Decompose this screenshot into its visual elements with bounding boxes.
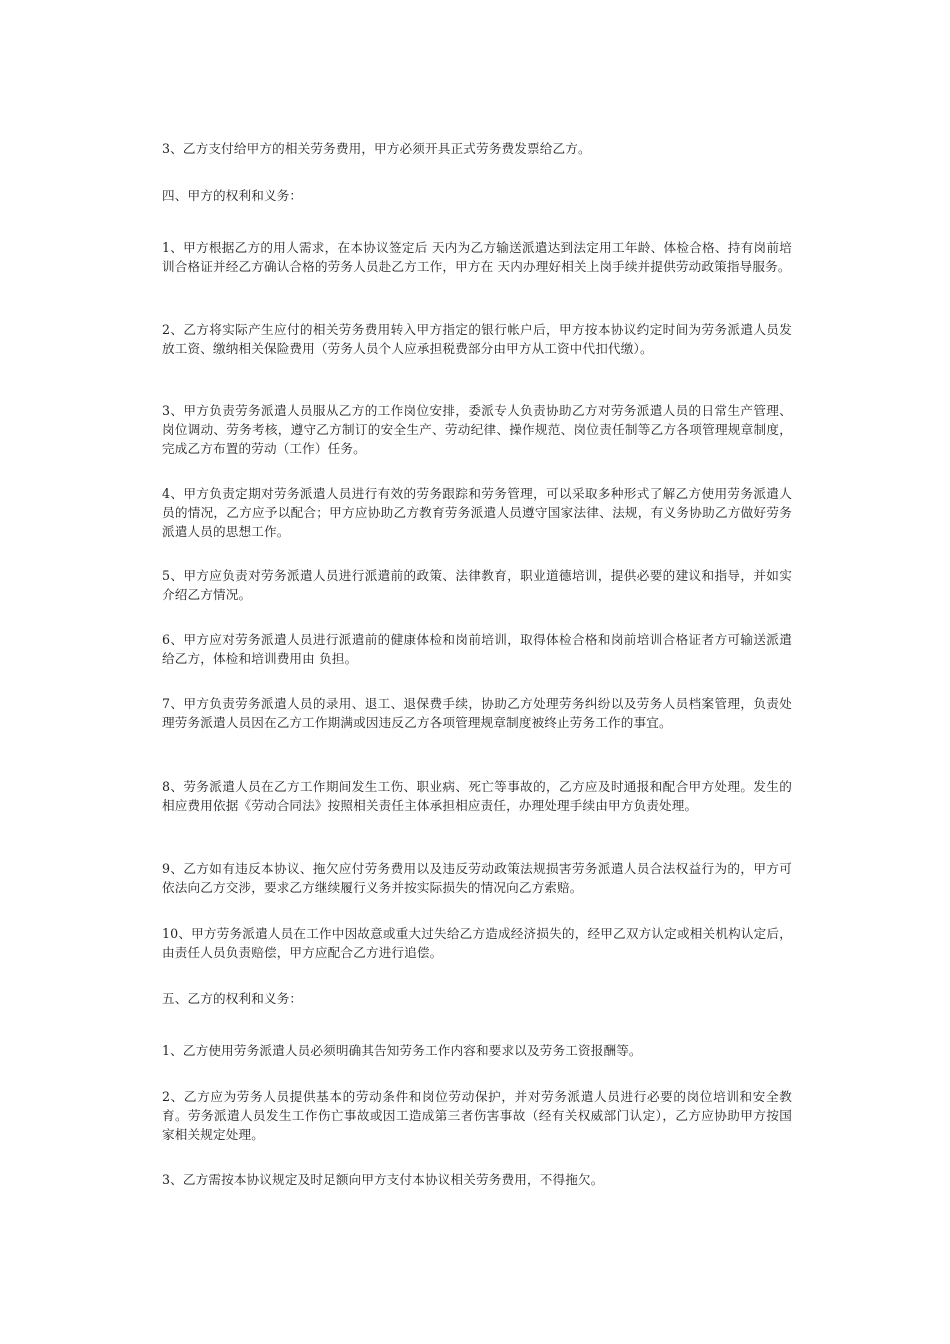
paragraph-a-1: 1、甲方根据乙方的用人需求，在本协议签定后 天内为乙方输送派遣达到法定用工年龄、体检合格、持有岗前培训合格证并经乙方确认合格的劳务人员赴乙方工作，甲方在 天内办理好相关上岗手续并提供劳动政策指导服务。	[162, 240, 792, 274]
paragraph-a-4: 4、甲方负责定期对劳务派遣人员进行有效的劳务跟踪和劳务管理，可以采取多种形式了解乙方使用劳务派遣人员的情况，乙方应予以配合；甲方应协助乙方教育劳务派遣人员遵守国家法律、法规，有义务协助乙方做好劳务派遣人员的思想工作。	[162, 486, 792, 539]
paragraph-a-9: 9、乙方如有违反本协议、拖欠应付劳务费用以及违反劳动政策法规损害劳务派遣人员合法权益行为的，甲方可依法向乙方交涉，要求乙方继续履行义务并按实际损失的情况向乙方索赔。	[162, 861, 792, 895]
paragraph-a-5: 5、甲方应负责对劳务派遣人员进行派遣前的政策、法律教育，职业道德培训，提供必要的建议和指导，并如实介绍乙方情况。	[162, 568, 792, 602]
paragraph-a-2: 2、乙方将实际产生应付的相关劳务费用转入甲方指定的银行帐户后，甲方按本协议约定时间为劳务派遣人员发放工资、缴纳相关保险费用（劳务人员个人应承担税费部分由甲方从工资中代扣代缴）。	[162, 322, 792, 356]
paragraph-payment-invoice: 3、乙方支付给甲方的相关劳务费用，甲方必须开具正式劳务费发票给乙方。	[162, 141, 591, 156]
paragraph-a-7: 7、甲方负责劳务派遣人员的录用、退工、退保费手续，协助乙方处理劳务纠纷以及劳务人员档案管理，负责处理劳务派遣人员因在乙方工作期满或因违反乙方各项管理规章制度被终止劳务工作的事宜。	[162, 696, 792, 730]
paragraph-b-1: 1、乙方使用劳务派遣人员必须明确其告知劳务工作内容和要求以及劳务工资报酬等。	[162, 1043, 642, 1058]
paragraph-b-2: 2、乙方应为劳务人员提供基本的劳动条件和岗位劳动保护，并对劳务派遣人员进行必要的岗位培训和安全教育。劳务派遣人员发生工作伤亡事故或因工造成第三者伤害事故（经有关权威部门认定），乙方应协助甲方按国家相关规定处理。	[162, 1089, 792, 1142]
paragraph-a-6: 6、甲方应对劳务派遣人员进行派遣前的健康体检和岗前培训，取得体检合格和岗前培训合格证者方可输送派遣给乙方，体检和培训费用由 负担。	[162, 632, 792, 666]
section-heading-party-a-rights: 四、甲方的权利和义务：	[162, 188, 303, 203]
paragraph-a-10: 10、甲方劳务派遣人员在工作中因故意或重大过失给乙方造成经济损失的，经甲乙双方认定或相关机构认定后，由责任人员负责赔偿，甲方应配合乙方进行追偿。	[162, 926, 792, 960]
paragraph-a-3: 3、甲方负责劳务派遣人员服从乙方的工作岗位安排，委派专人负责协助乙方对劳务派遣人员的日常生产管理、岗位调动、劳务考核，遵守乙方制订的安全生产、劳动纪律、操作规范、岗位责任制等乙方各项管理规章制度，完成乙方布置的劳动（工作）任务。	[162, 403, 792, 456]
paragraph-b-3: 3、乙方需按本协议规定及时足额向甲方支付本协议相关劳务费用，不得拖欠。	[162, 1172, 604, 1187]
section-heading-party-b-rights: 五、乙方的权利和义务：	[162, 991, 303, 1006]
document-page	[162, 0, 792, 1344]
paragraph-a-8: 8、劳务派遣人员在乙方工作期间发生工伤、职业病、死亡等事故的，乙方应及时通报和配合甲方处理。发生的相应费用依据《劳动合同法》按照相关责任主体承担相应责任，办理处理手续由甲方负责处理。	[162, 779, 792, 813]
